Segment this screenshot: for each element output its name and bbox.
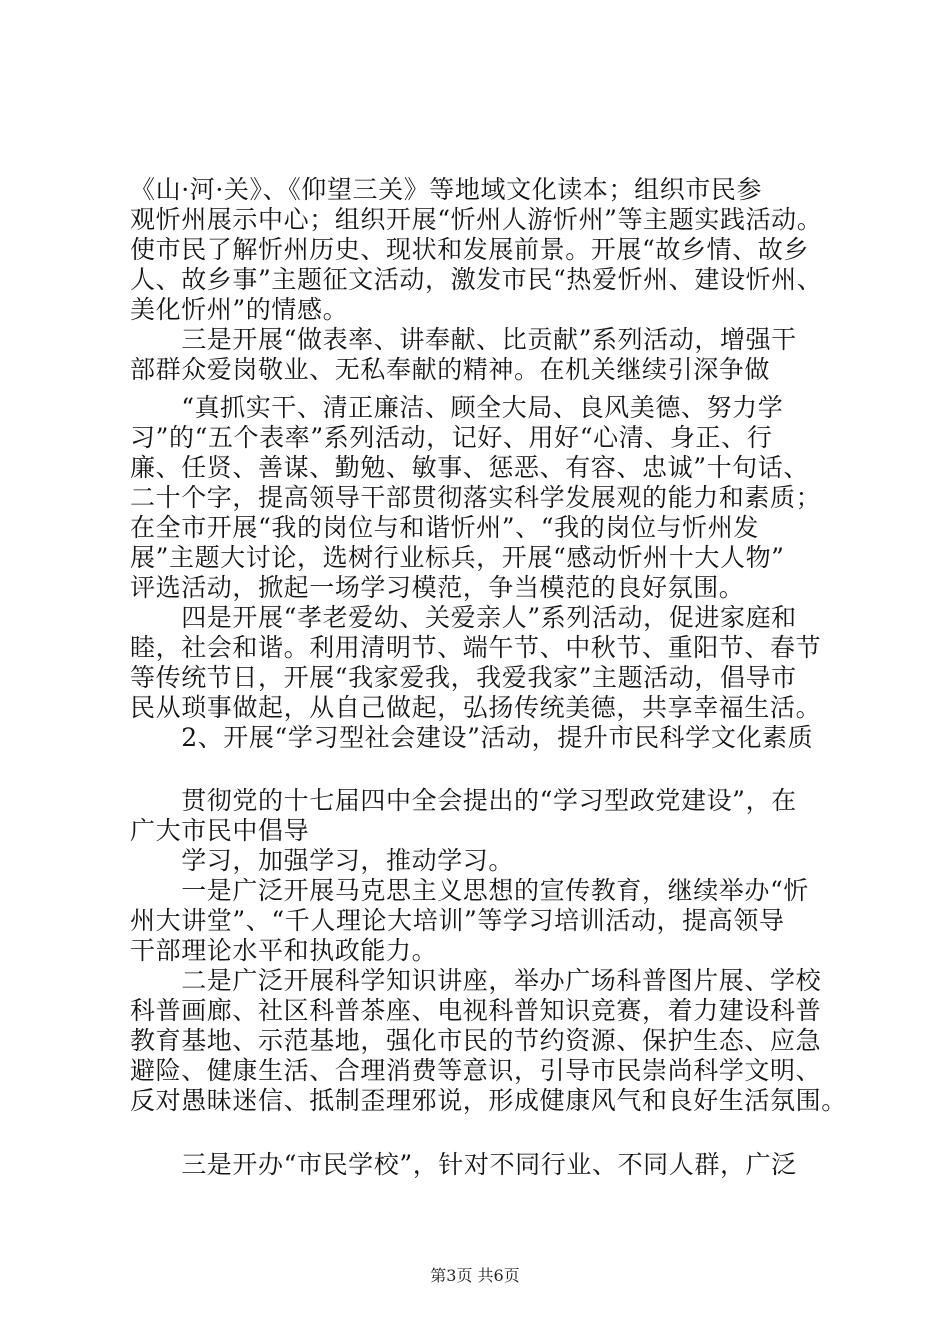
text-line: “真抓实干、清正廉洁、顾全大局、良风美德、努力学 — [130, 393, 784, 422]
text-line: 廉、任贤、善谋、勤勉、敏事、惩恶、有容、忠诚”十句话、 — [130, 453, 809, 482]
text-line: 学习，加强学习，推动学习。 — [130, 846, 515, 875]
text-line: 干部理论水平和执政能力。 — [130, 936, 438, 965]
text-line: 在全市开展“我的岗位与和谐忻州”、“我的岗位与忻州发 — [130, 513, 759, 542]
text-line: 美化忻州”的情感。 — [130, 295, 349, 324]
page-number-footer: 第3页 共6页 — [430, 1266, 520, 1285]
text-line: 民从琐事做起，从自己做起，弘扬传统美德，共享幸福生活。 — [130, 693, 822, 722]
text-line: 避险、健康生活、合理消费等意识，引导市民崇尚科学文明、 — [130, 1056, 822, 1085]
text-line: 《山·河·关》、《仰望三关》等地域文化读本；组织市民参 — [130, 175, 763, 204]
text-line: 广大市民中倡导 — [130, 816, 310, 845]
text-line: 人、故乡事”主题征文活动，激发市民“热爱忻州、建设忻州、 — [130, 265, 823, 294]
text-line: 三是开展“做表率、讲奉献、比贡献”系列活动，增强干 — [130, 325, 797, 354]
text-line: 三是开办“市民学校”，针对不同行业、不同人群，广泛 — [130, 1150, 797, 1179]
text-line: 观忻州展示中心；组织开展“忻州人游忻州”等主题实践活动。 — [130, 205, 823, 234]
text-line: 等传统节日，开展“我家爱我，我爱我家”主题活动，倡导市 — [130, 663, 797, 692]
text-line: 习”的“五个表率”系列活动，记好、用好“心清、身正、行 — [130, 423, 773, 452]
text-line: 使市民了解忻州历史、现状和发展前景。开展“故乡情、故乡 — [130, 235, 809, 264]
text-line: 科普画廊、社区科普茶座、电视科普知识竞赛，着力建设科普 — [130, 996, 822, 1025]
text-line: 睦，社会和谐。利用清明节、端午节、中秋节、重阳节、春节 — [130, 633, 822, 662]
text-line: 展”主题大讨论，选树行业标兵，开展“感动忻州十大人物” — [130, 543, 785, 572]
text-line: 四是开展“孝老爱幼、关爱亲人”系列活动，促进家庭和 — [130, 603, 797, 632]
text-line: 教育基地、示范基地，强化市民的节约资源、保护生态、应急 — [130, 1026, 822, 1055]
text-line: 二是广泛开展科学知识讲座，举办广场科普图片展、学校 — [130, 966, 822, 995]
text-line: 反对愚昧迷信、抵制歪理邪说，形成健康风气和良好生活氛围。 — [130, 1086, 847, 1115]
section-heading: 2、开展“学习型社会建设”活动，提升市民科学文化素质 — [130, 723, 814, 752]
text-line: 评选活动，掀起一场学习模范，争当模范的良好氛围。 — [130, 573, 745, 602]
text-line: 贯彻党的十七届四中全会提出的“学习型政党建设”，在 — [130, 786, 797, 815]
text-line: 一是广泛开展马克思主义思想的宣传教育，继续举办“忻 — [130, 876, 809, 905]
text-line: 州大讲堂”、“千人理论大培训”等学习培训活动，提高领导 — [130, 906, 785, 935]
text-line: 二十个字，提高领导干部贯彻落实科学发展观的能力和素质； — [130, 483, 822, 512]
text-line: 部群众爱岗敬业、无私奉献的精神。在机关继续引深争做 — [130, 355, 771, 384]
